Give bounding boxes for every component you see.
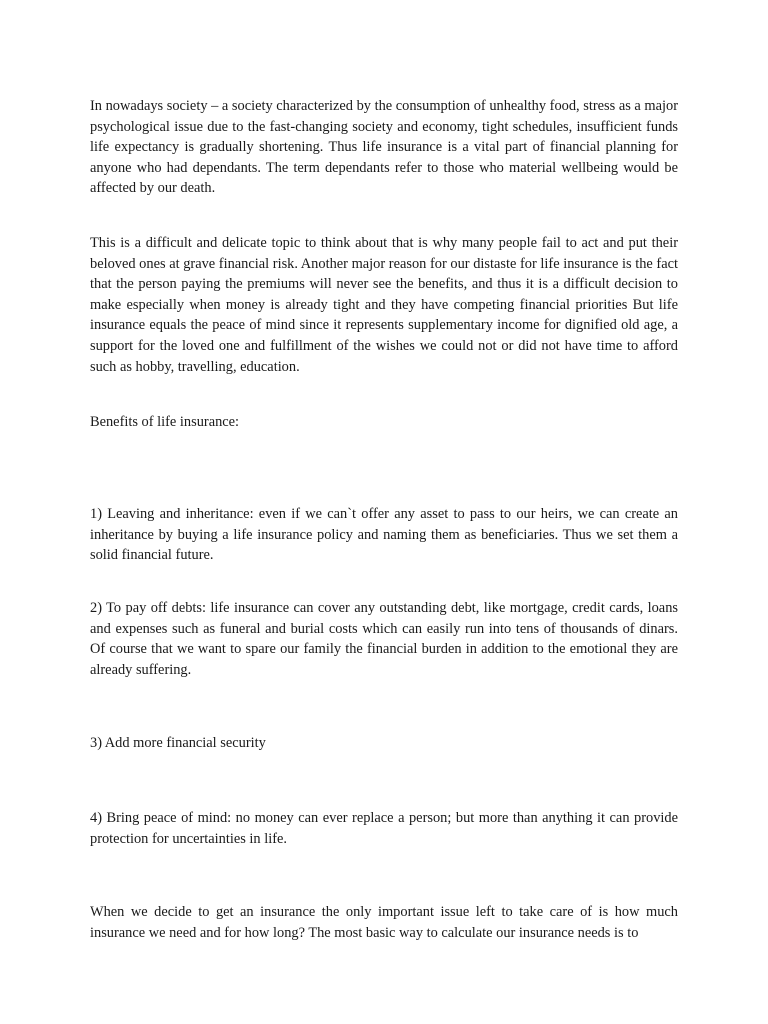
benefits-heading: Benefits of life insurance: [90, 414, 240, 430]
benefit-item-4: 4) Bring peace of mind: no money can ever replace a person; but more than anything it can provide protection for uncertainties in life. [90, 810, 678, 847]
paragraph-intro: In nowadays society – a society characterized by the consumption of unhealthy food, stress as a major psychological issue due to the fast-changing society and economy, tight schedules, insufficient funds life expectancy is gradually shortening. Thus life insurance is a vital part of financial planning for anyone who had dependants. The term dependants refer to those who material wellbeing would be affected by our death. [90, 98, 678, 197]
benefit-item-2: 2) To pay off debts: life insurance can cover any outstanding debt, like mortgage, credit cards, loans and expenses such as funeral and burial costs which can easily run into tens of thousands of dinars. Of course that we want to spare our family the financial burden in addition to the emotional they are already suffering. [90, 600, 678, 678]
benefit-item-1: 1) Leaving and inheritance: even if we can`t offer any asset to pass to our heirs, we can create an inheritance by buying a life insurance policy and naming them as beneficiaries. Thus we set them a solid financial future. [90, 506, 678, 564]
benefit-item-3: 3) Add more financial security [90, 735, 266, 751]
paragraph-topic: This is a difficult and delicate topic to think about that is why many people fail to act and put their beloved ones at grave financial risk. Another major reason for our distaste for life insurance is the fact that the person paying the premiums will never see the benefits, and thus it is a difficult decision to make especially when money is already tight and they have competing financial priorities But life insurance equals the peace of mind since it represents supplementary income for dignified old age, a support for the loved one and fulfillment of the wishes we could not or did not have time to afford such as hobby, travelling, education. [90, 235, 678, 375]
paragraph-conclusion: When we decide to get an insurance the only important issue left to take care of is how much insurance we need and for how long? The most basic way to calculate our insurance needs is to [90, 904, 678, 941]
